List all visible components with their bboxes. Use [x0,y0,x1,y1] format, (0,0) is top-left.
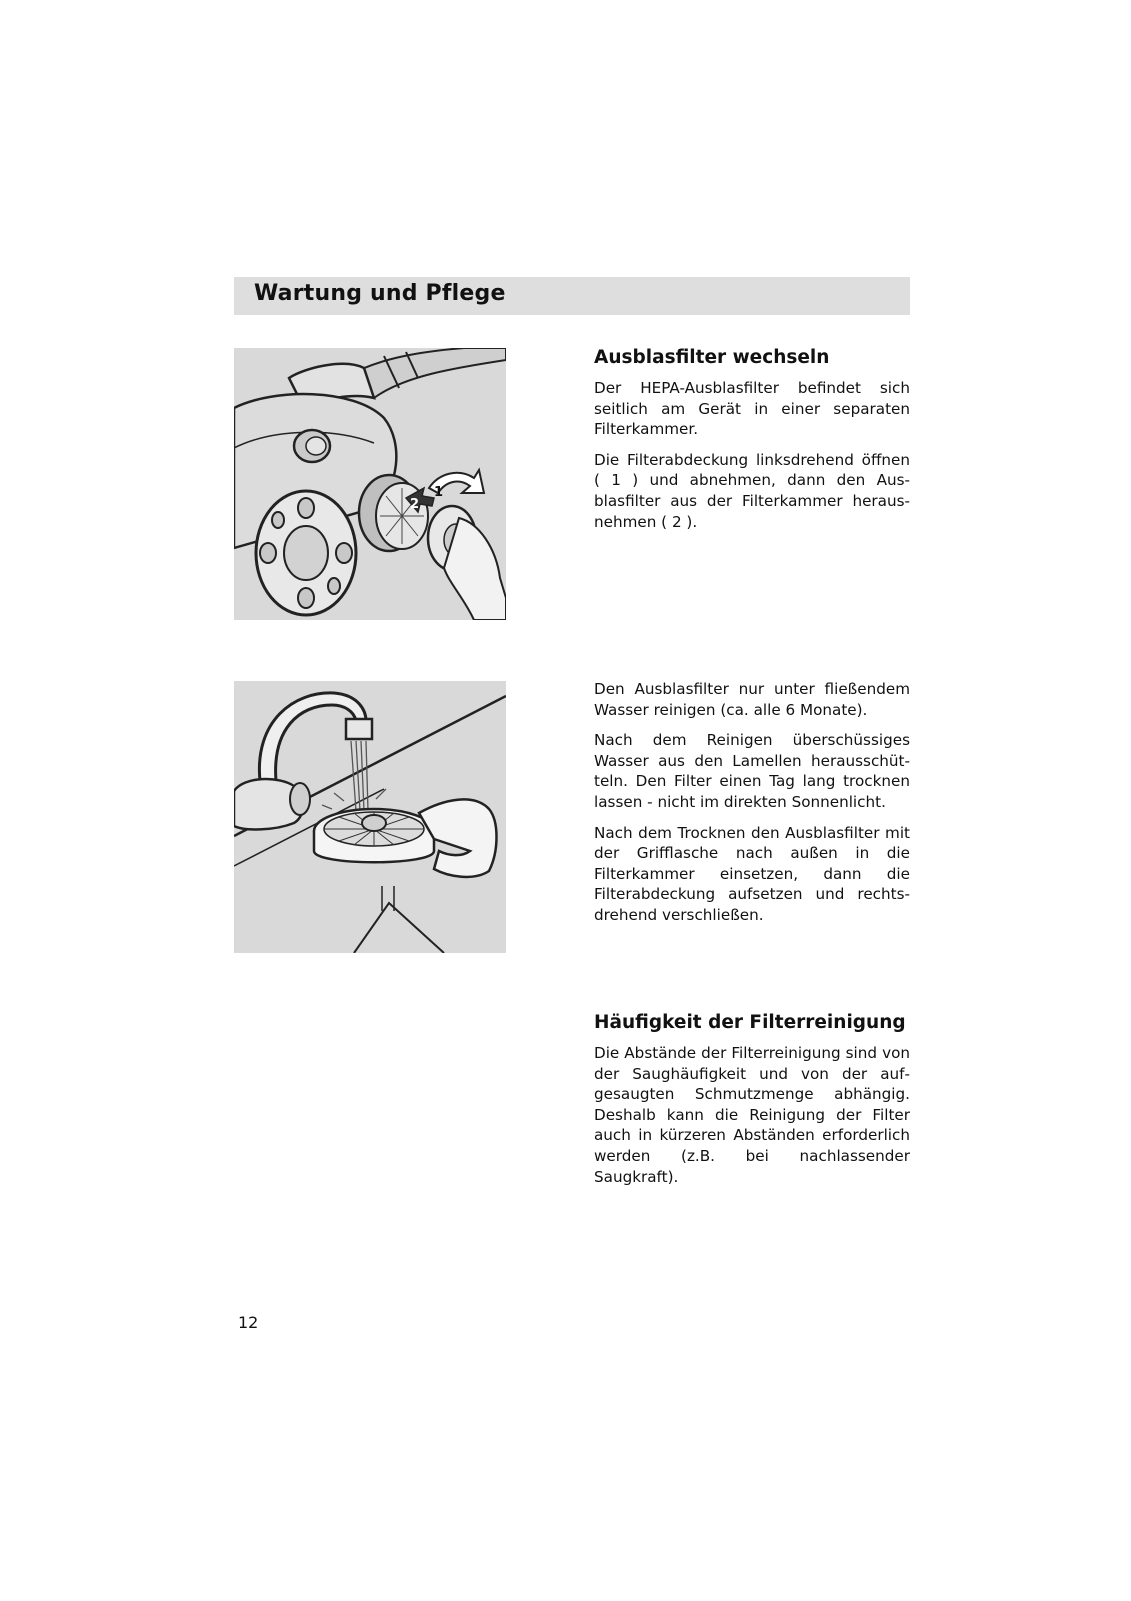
text-block-filter-cleaning [594,679,910,936]
heading-cleaning-frequency: Häufigkeit der Filterreinigung [594,1012,906,1033]
paragraph: Nach dem Trocknen den Ausblasfilter mit der Grifflasche nach außen in die Filterkammer einsetzen, dann die Filterabdeckung aufsetzen und rechtsdrehend verschließen. [594,823,910,924]
figure-label-1: 1 [434,485,444,500]
text-block-cleaning-frequency [594,1012,910,1197]
paragraph: Die Filterabdeckung linksdrehend öffnen ( 1 ) und abnehmen, dann den Ausblasfilter aus der Filterkammer herausnehmen ( 2 ). [594,450,910,531]
vacuum-filter-removal-illustration [234,348,506,620]
section-title: Wartung und Pflege [254,281,506,306]
paragraph: Den Ausblasfilter nur unter fließendem Wasser reinigen (ca. alle 6 Monate). [594,680,910,719]
paragraph: Der HEPA-Ausblasfilter befindet sich seitlich am Gerät in einer separaten Filterkammer. [594,379,910,439]
paragraph: Die Abstände der Filterreinigung sind von der Saughäufigkeit und von der aufgesaugten Schmutzmenge abhängig. Deshalb kann die Reinigung der Filter auch in kürzeren Abständen erforderlich werden (z.B. bei nachlassender Saugkraft). [594,1044,910,1186]
paragraph: Nach dem Reinigen überschüssiges Wasser aus den Lamellen herausschütteln. Den Filter einen Tag lang trocknen lassen - nicht im direkten Sonnenlicht. [594,731,910,811]
page-number: 12 [238,1313,259,1332]
heading-filter-change: Ausblasfilter wechseln [594,347,830,368]
section-header-bar [234,277,910,315]
figure-label-2: 2 [410,497,420,512]
filter-rinsing-illustration [234,681,506,953]
text-block-filter-change [594,347,910,542]
